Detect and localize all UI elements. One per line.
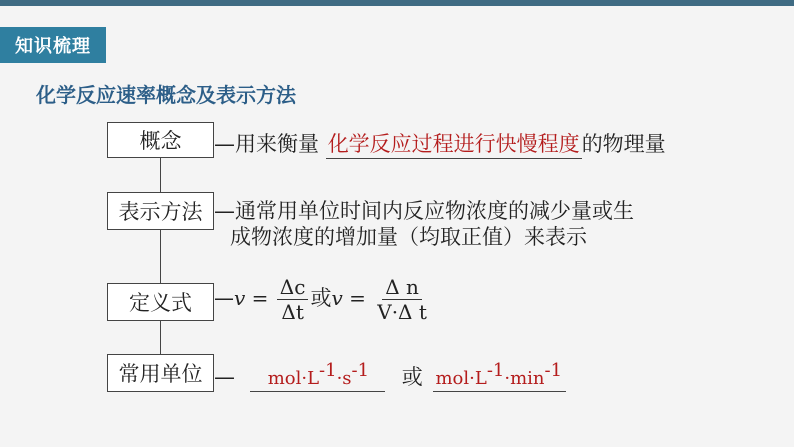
units-label: 常用单位 xyxy=(118,362,203,386)
method-line-2: 成物浓度的增加量（均取正值）来表示 xyxy=(230,225,587,249)
concept-definition: —用来衡量 化学反应过程进行快慢程度的物理量 xyxy=(214,128,666,159)
definition-box xyxy=(107,283,214,321)
concept-suffix: 的物理量 xyxy=(581,132,666,156)
method-box xyxy=(107,192,214,230)
definition-label: 定义式 xyxy=(129,291,192,315)
section-tag: 知识梳理 xyxy=(0,27,106,63)
fraction-concentration: $\frac{\Delta c}{\Delta t}$ xyxy=(277,275,309,324)
concept-box xyxy=(107,122,214,158)
units-box xyxy=(107,354,214,392)
method-line-1: —通常用单位时间内反应物浓度的减少量或生 xyxy=(214,199,634,223)
method-label: 表示方法 xyxy=(118,200,203,224)
connector-spine xyxy=(160,158,161,354)
definition-formula: —v = $\frac{\Delta c}{\Delta t}$ 或v = $\frac{\text{Δ n}}{\text{V·Δ t}}$ xyxy=(214,275,432,324)
top-accent-bar xyxy=(0,0,794,6)
concept-prefix: 用来衡量 xyxy=(235,132,319,156)
units-or: 或 xyxy=(401,365,423,389)
unit-answer-1: $mol\cdot L^{-1}\cdot s^{-1}$ xyxy=(250,360,385,392)
concept-answer: 化学反应过程进行快慢程度 xyxy=(326,128,582,159)
concept-label: 概念 xyxy=(139,129,182,153)
slide-heading: 化学反应速率概念及表示方法 xyxy=(36,83,296,107)
units-line: — $mol\cdot L^{-1}\cdot s^{-1}$ 或 $mol\cdot L^{-1}\cdot\min^{-1}$ xyxy=(214,360,566,392)
unit-answer-2: $mol\cdot L^{-1}\cdot\min^{-1}$ xyxy=(433,360,566,392)
fraction-moles: $\frac{\text{Δ n}}{\text{V·Δ t}}$ xyxy=(377,275,427,324)
